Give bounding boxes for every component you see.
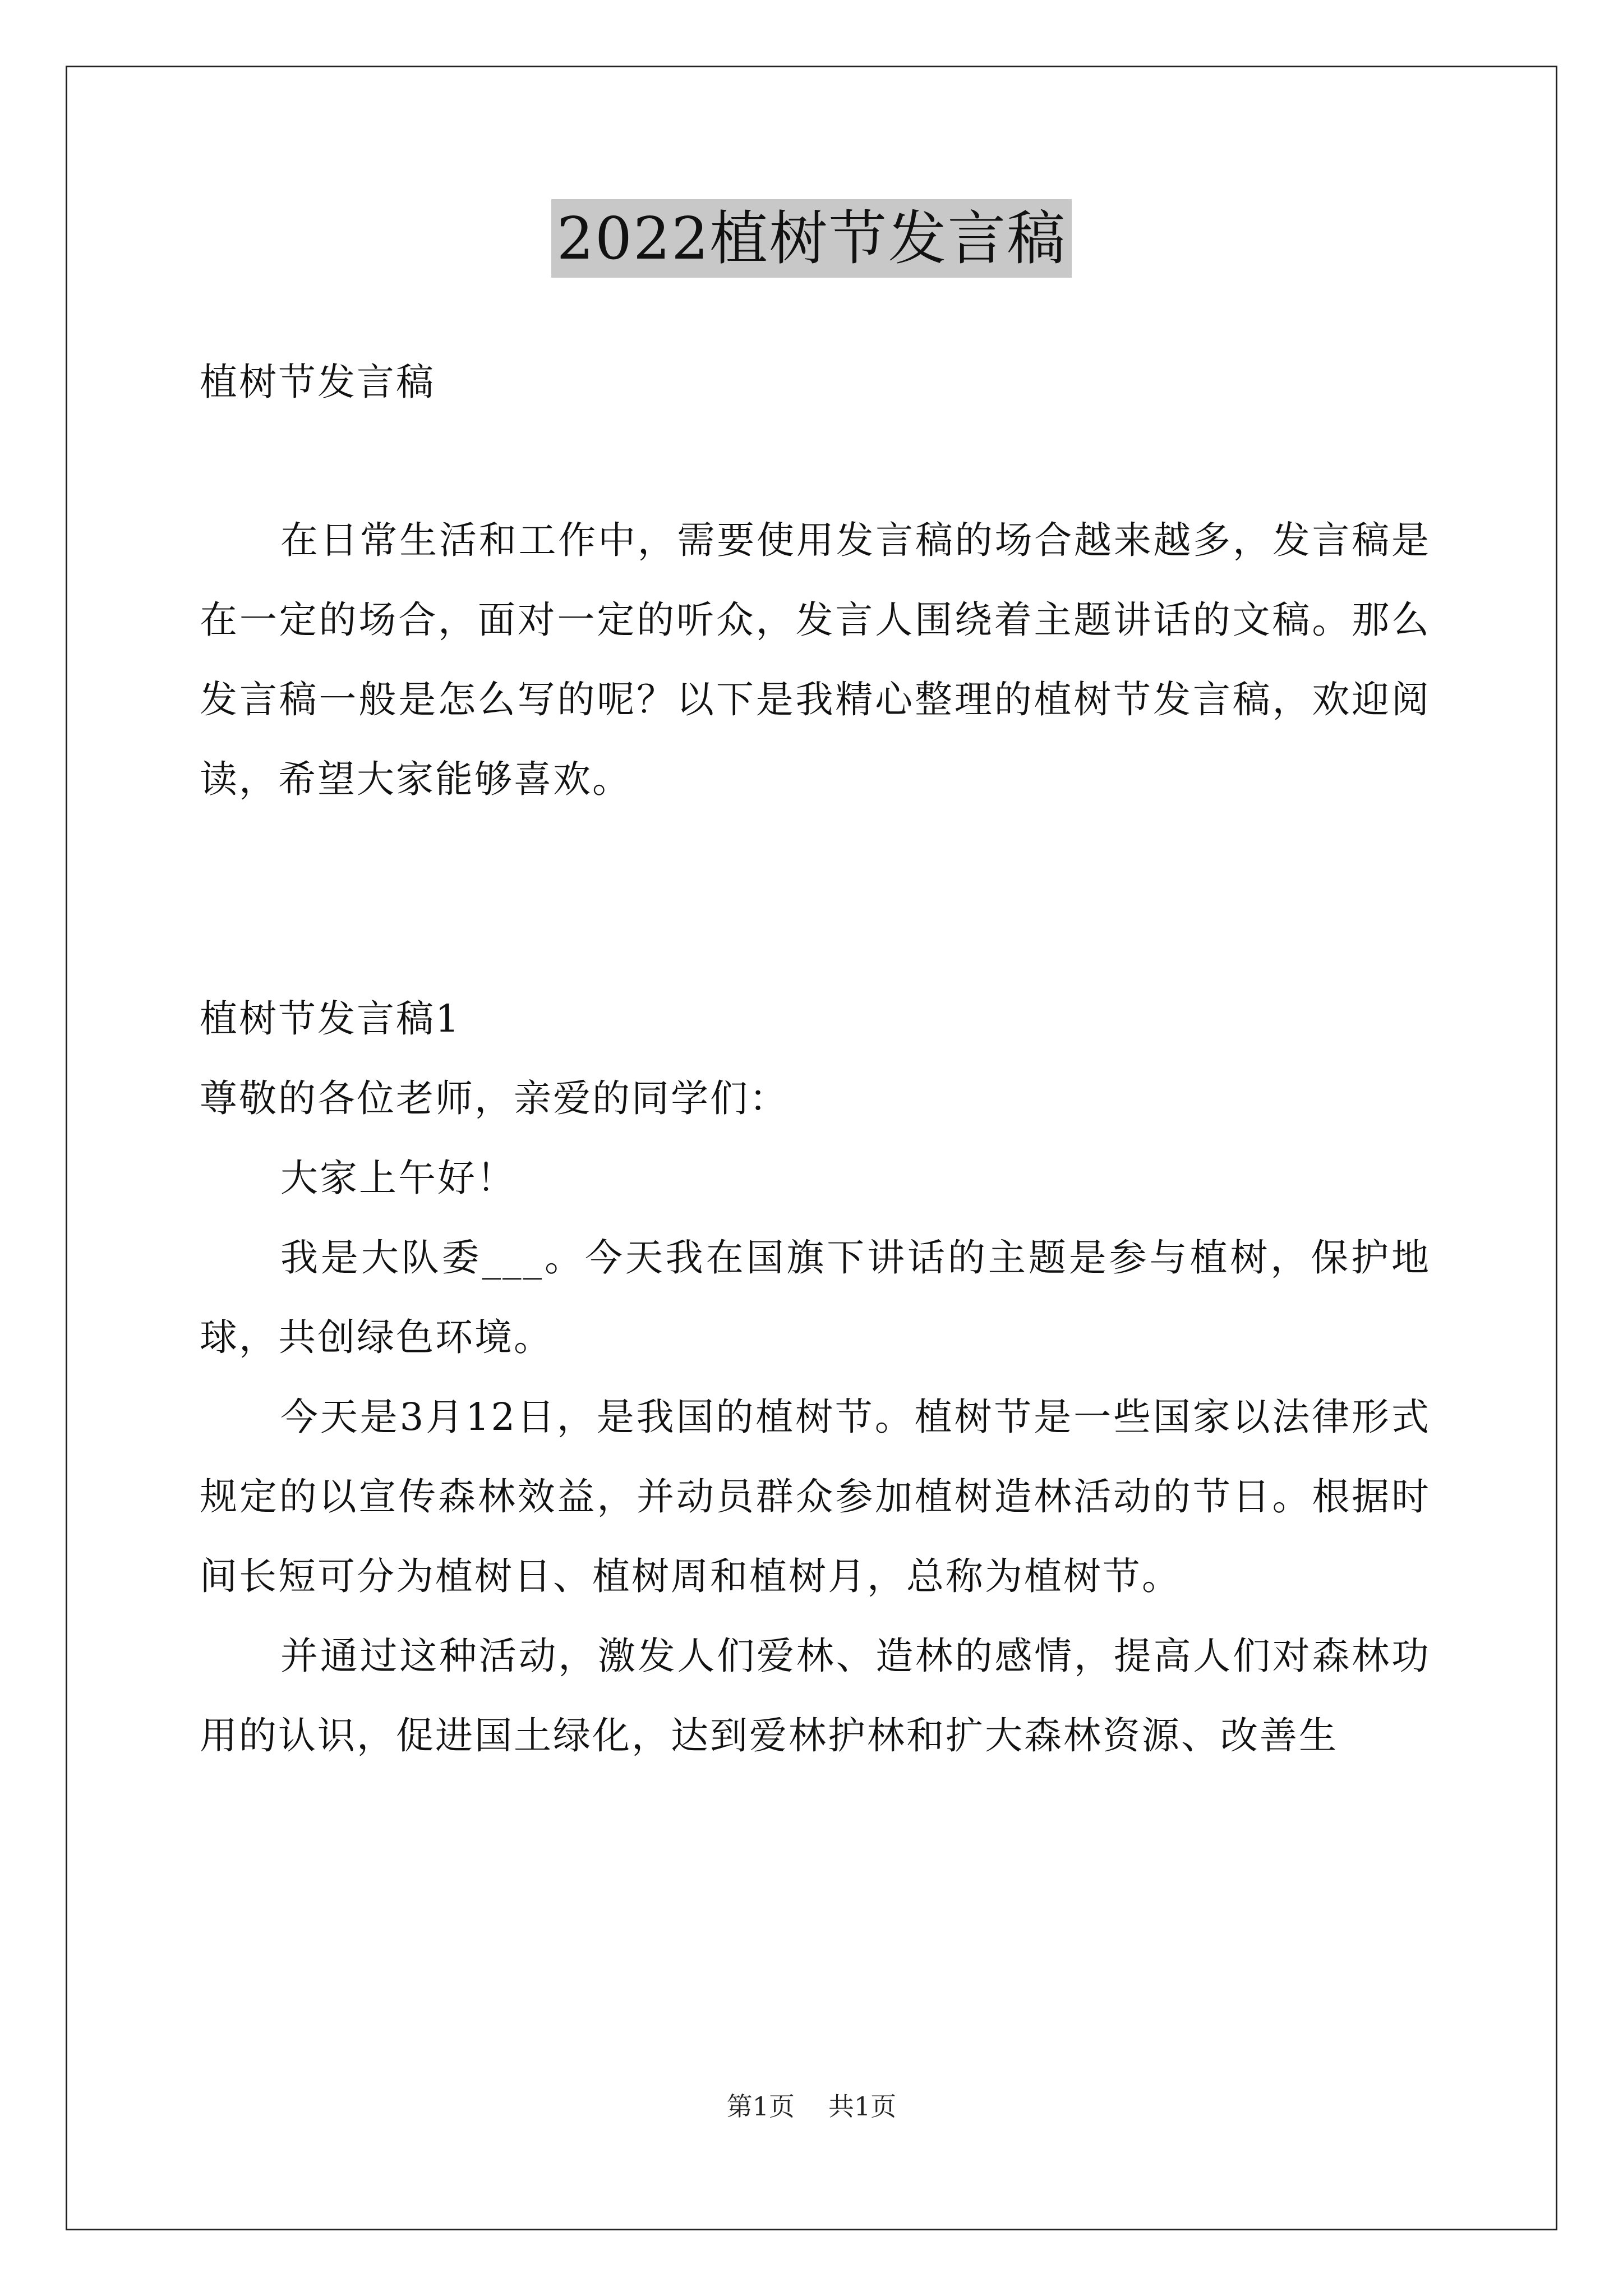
intro-paragraph: 在日常生活和工作中，需要使用发言稿的场合越来越多，发言稿是在一定的场合，面对一定的听众，发言人围绕着主题讲话的文稿。那么发言稿一般是怎么写的呢？以下是我精心整理的植树节发言稿，欢迎阅读，希望大家能够喜欢。	[200, 518, 1431, 801]
title-container	[0, 199, 1623, 278]
page-footer	[0, 2090, 1623, 2123]
document-title: 2022植树节发言稿	[551, 199, 1072, 278]
greeting: 大家上午好！	[280, 1156, 516, 1200]
body-paragraph-1: 我是大队委___。今天我在国旗下讲话的主题是参与植树，保护地球，共创绿色环境。	[200, 1236, 1431, 1359]
document-body	[200, 342, 1431, 1775]
page-number: 第1页	[726, 2091, 795, 2122]
body-paragraph-2: 今天是3月12日，是我国的植树节。植树节是一些国家以法律形式规定的以宣传森林效益，并动员群众参加植树造林活动的节日。根据时间长短可分为植树日、植树周和植树月，总称为植树节。	[200, 1395, 1431, 1598]
salutation: 尊敬的各位老师，亲爱的同学们：	[200, 1076, 789, 1120]
subtitle: 植树节发言稿	[200, 360, 435, 404]
page-total: 共1页	[828, 2091, 897, 2122]
body-paragraph-3: 并通过这种活动，激发人们爱林、造林的感情，提高人们对森林功用的认识，促进国土绿化，达到爱林护林和扩大森林资源、改善生	[200, 1634, 1431, 1757]
section-heading: 植树节发言稿1	[200, 997, 461, 1041]
